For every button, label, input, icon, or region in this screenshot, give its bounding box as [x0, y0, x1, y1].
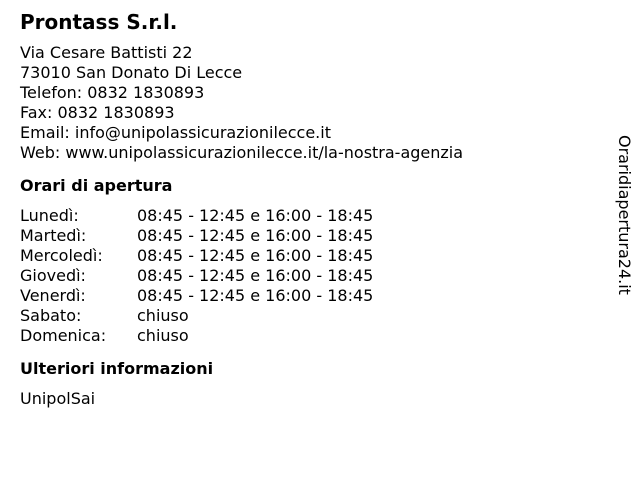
day-label: Mercoledì: [20, 246, 103, 265]
day-hours: 08:45 - 12:45 e 16:00 - 18:45 [137, 206, 374, 225]
site-watermark [611, 135, 637, 315]
hours-row-wednesday [20, 246, 580, 266]
additional-info-heading: Ulteriori informazioni [20, 359, 214, 378]
day-label: Sabato: [20, 306, 82, 325]
company-name: Prontass S.r.l. [20, 10, 178, 34]
business-card [20, 9, 580, 409]
hours-row-tuesday [20, 226, 580, 246]
opening-hours-table [20, 206, 580, 346]
day-hours: chiuso [137, 306, 189, 325]
website-address: Web: www.unipolassicurazionilecce.it/la-nostra-agenzia [20, 143, 464, 162]
email-address: Email: info@unipolassicurazionilecce.it [20, 123, 331, 142]
hours-row-friday [20, 286, 580, 306]
watermark-text: Oraridiapertura24.it [615, 135, 634, 295]
day-label: Domenica: [20, 326, 107, 345]
contact-details [20, 43, 580, 163]
opening-hours-heading: Orari di apertura [20, 176, 173, 195]
day-hours: 08:45 - 12:45 e 16:00 - 18:45 [137, 266, 374, 285]
day-label: Martedì: [20, 226, 87, 245]
day-label: Lunedì: [20, 206, 79, 225]
day-hours: chiuso [137, 326, 189, 345]
hours-row-monday [20, 206, 580, 226]
day-hours: 08:45 - 12:45 e 16:00 - 18:45 [137, 286, 374, 305]
day-hours: 08:45 - 12:45 e 16:00 - 18:45 [137, 246, 374, 265]
hours-row-saturday [20, 306, 580, 326]
address-city: 73010 San Donato Di Lecce [20, 63, 243, 82]
day-hours: 08:45 - 12:45 e 16:00 - 18:45 [137, 226, 374, 245]
day-label: Giovedì: [20, 266, 86, 285]
hours-row-thursday [20, 266, 580, 286]
phone-number: Telefon: 0832 1830893 [20, 83, 205, 102]
additional-info-text: UnipolSai [20, 389, 96, 408]
address-street: Via Cesare Battisti 22 [20, 43, 193, 62]
day-label: Venerdì: [20, 286, 86, 305]
hours-row-sunday [20, 326, 580, 346]
fax-number: Fax: 0832 1830893 [20, 103, 175, 122]
